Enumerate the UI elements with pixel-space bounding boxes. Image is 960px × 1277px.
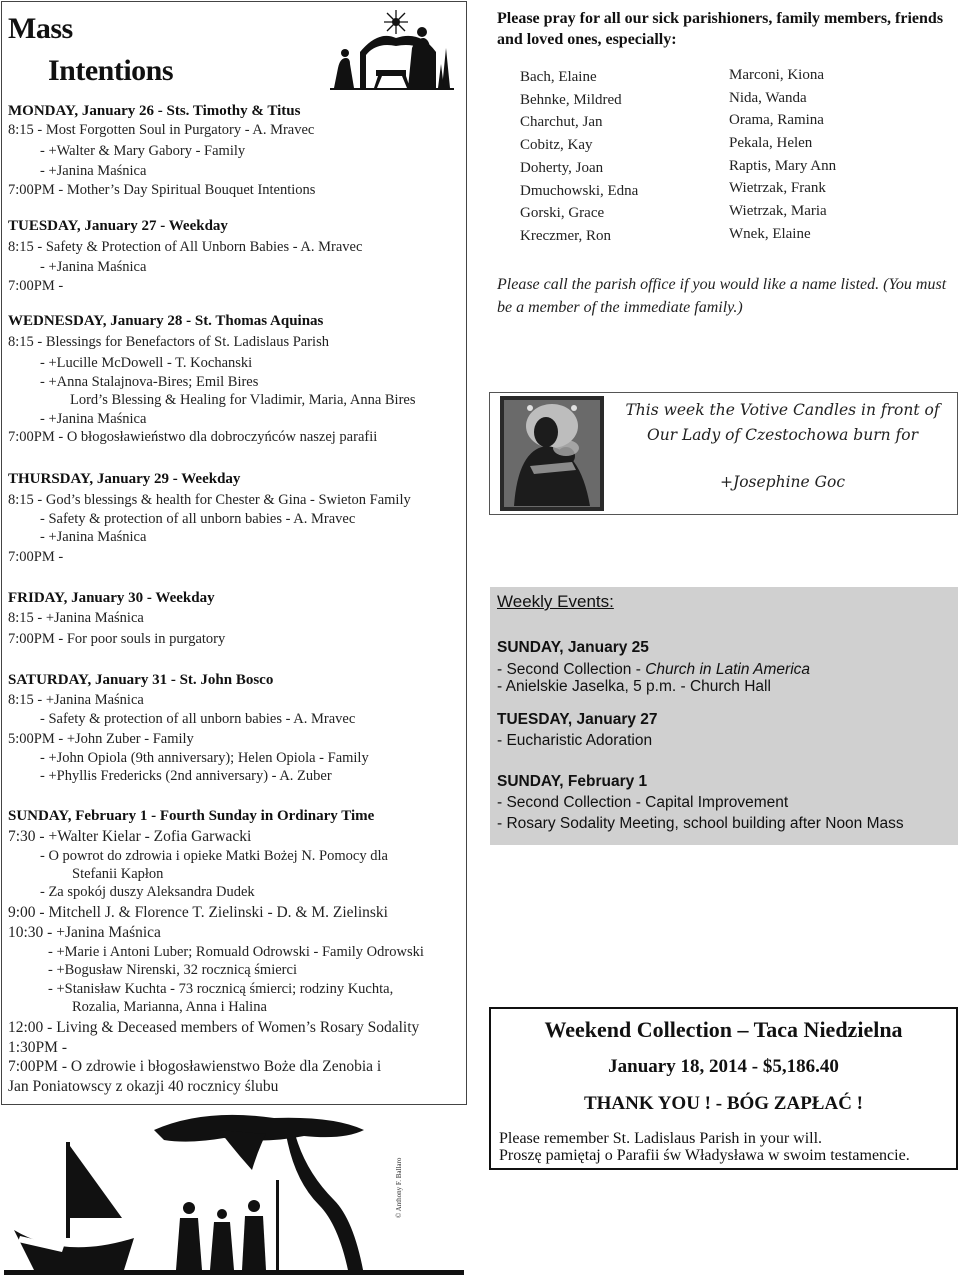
prayer-name: Kreczmer, Ron bbox=[520, 228, 612, 244]
event-item: - Anielskie Jaselka, 5 p.m. - Church Hall bbox=[497, 678, 771, 695]
mass-line: 8:15 - God’s blessings & health for Chester & Gina - Swieton Family bbox=[8, 492, 411, 508]
collection-thanks: THANK YOU ! - BÓG ZAPŁAĆ ! bbox=[583, 1093, 864, 1114]
mass-line: - +Stanisław Kuchta - 73 rocznicą śmierci; rodziny Kuchta, bbox=[48, 981, 394, 997]
event-heading: SUNDAY, January 25 bbox=[497, 639, 649, 656]
mass-line: 8:15 - Most Forgotten Soul in Purgatory - A. Mravec bbox=[8, 122, 315, 138]
weekly-events-box bbox=[490, 587, 958, 845]
collection-title: Weekend Collection – Taca Niedzielna bbox=[544, 1017, 903, 1042]
mass-line: - +Bogusław Nirenski, 32 rocznicą śmierci bbox=[48, 962, 297, 978]
event-item: - Rosary Sodality Meeting, school building after Noon Mass bbox=[497, 815, 904, 832]
mass-line: - +Janina Maśnica bbox=[40, 163, 147, 179]
mass-line: - O powrot do zdrowia i opieke Matki Bożej N. Pomocy dla bbox=[40, 848, 388, 864]
prayer-name: Orama, Ramina bbox=[729, 112, 824, 128]
event-item-text: - Second Collection - Church in Latin America bbox=[497, 661, 811, 678]
mass-line: Rozalia, Marianna, Anna i Halina bbox=[72, 999, 267, 1015]
mass-line: - Safety & protection of all unborn babies - A. Mravec bbox=[40, 711, 356, 727]
mass-line: - +Lucille McDowell - T. Kochanski bbox=[40, 355, 253, 371]
prayer-name: Bach, Elaine bbox=[520, 69, 597, 85]
mass-line: - +John Opiola (9th anniversary); Helen Opiola - Family bbox=[40, 750, 369, 766]
mass-line: 10:30 - +Janina Maśnica bbox=[8, 924, 161, 941]
event-heading: TUESDAY, January 27 bbox=[497, 711, 658, 728]
prayer-list-title: Please pray for all our sick parishioners, family members, friends and loved ones, especially: bbox=[497, 10, 944, 48]
votive-line3: +Josephine Goc bbox=[720, 473, 845, 491]
collection-remember-en: Please remember St. Ladislaus Parish in your will. bbox=[499, 1130, 823, 1147]
mass-line: 7:00PM - Mother’s Day Spiritual Bouquet Intentions bbox=[8, 182, 316, 198]
collection-remember-pl: Proszę pamiętaj o Parafii św Władysława w swoim testamencie. bbox=[499, 1147, 910, 1164]
mass-line: 9:00 - Mitchell J. & Florence T. Zielinski - D. & M. Zielinski bbox=[8, 904, 388, 921]
mass-line: 7:00PM - O błogosławieństwo dla dobroczyńców naszej parafii bbox=[8, 429, 378, 445]
mass-line: 7:00PM - bbox=[8, 549, 64, 565]
prayer-name: Cobitz, Kay bbox=[520, 137, 593, 153]
event-heading: SUNDAY, February 1 bbox=[497, 773, 648, 790]
mass-title-line1: Mass bbox=[8, 12, 73, 45]
mass-line: 7:00PM - bbox=[8, 278, 64, 294]
event-item: - Second Collection - Capital Improvement bbox=[497, 794, 789, 811]
mass-line: 8:15 - +Janina Maśnica bbox=[8, 692, 144, 708]
mass-title-line2: Intentions bbox=[48, 54, 174, 87]
mass-line: 1:30PM - bbox=[8, 1039, 67, 1056]
event-item: - Eucharistic Adoration bbox=[497, 732, 653, 749]
mass-line-tue-heading: TUESDAY, January 27 - Weekday bbox=[8, 218, 228, 234]
mass-line: - +Janina Maśnica bbox=[40, 259, 147, 275]
weekend-collection-box bbox=[489, 1007, 958, 1170]
mass-line: - +Janina Maśnica bbox=[40, 529, 147, 545]
prayer-name: Nida, Wanda bbox=[729, 90, 807, 106]
prayer-name: Wnek, Elaine bbox=[729, 226, 811, 242]
prayer-name: Marconi, Kiona bbox=[729, 67, 824, 83]
mass-line: - Safety & protection of all unborn babies - A. Mravec bbox=[40, 511, 356, 527]
mass-line: Jan Poniatowscy z okazji 40 rocznicy ślubu bbox=[8, 1078, 279, 1095]
prayer-name: Dmuchowski, Edna bbox=[520, 183, 639, 199]
prayer-name: Wietrzak, Maria bbox=[729, 203, 827, 219]
mass-line: - +Walter & Mary Gabory - Family bbox=[40, 143, 246, 159]
mass-line: 8:15 - Safety & Protection of All Unborn Babies - A. Mravec bbox=[8, 239, 363, 255]
mass-line: - Za spokój duszy Aleksandra Dudek bbox=[40, 884, 255, 900]
mass-line: Stefanii Kapłon bbox=[72, 866, 164, 882]
mass-line: 5:00PM - +John Zuber - Family bbox=[8, 731, 194, 747]
votive-candles-box bbox=[489, 392, 958, 515]
mass-line: - +Anna Stalajnova-Bires; Emil Bires bbox=[40, 374, 259, 390]
mass-line: - +Phyllis Fredericks (2nd anniversary) - A. Zuber bbox=[40, 768, 332, 784]
mass-line-wed-heading: WEDNESDAY, January 28 - St. Thomas Aquinas bbox=[8, 313, 324, 329]
mass-line: Lord’s Blessing & Healing for Vladimir, Maria, Anna Bires bbox=[70, 392, 416, 408]
mass-line-fri-heading: FRIDAY, January 30 - Weekday bbox=[8, 590, 215, 606]
prayer-name: Doherty, Joan bbox=[520, 160, 604, 176]
prayer-name: Behnke, Mildred bbox=[520, 92, 622, 108]
collection-amount: January 18, 2014 - $5,186.40 bbox=[608, 1056, 839, 1077]
our-lady-czestochowa-icon bbox=[500, 396, 604, 511]
mass-line-mon-heading: MONDAY, January 26 - Sts. Timothy & Titus bbox=[8, 103, 301, 119]
mass-line-sun-heading: SUNDAY, February 1 - Fourth Sunday in Ordinary Time bbox=[8, 808, 375, 824]
mass-line: - +Marie i Antoni Luber; Romuald Odrowski - Family Odrowski bbox=[48, 944, 424, 960]
prayer-name: Charchut, Jan bbox=[520, 114, 603, 130]
mass-line: 12:00 - Living & Deceased members of Women’s Rosary Sodality bbox=[8, 1019, 420, 1036]
votive-line1: This week the Votive Candles in front of bbox=[625, 401, 940, 419]
mass-line: 7:00PM - O zdrowie i błogosławienstwo Boże dla Zenobia i bbox=[8, 1058, 382, 1075]
prayer-name: Pekala, Helen bbox=[729, 135, 813, 151]
mass-line: 8:15 - Blessings for Benefactors of St. Ladislaus Parish bbox=[8, 334, 329, 350]
mass-line: - +Janina Maśnica bbox=[40, 411, 147, 427]
mass-line: 8:15 - +Janina Maśnica bbox=[8, 610, 144, 626]
prayer-name: Gorski, Grace bbox=[520, 205, 605, 221]
mass-line: 7:00PM - For poor souls in purgatory bbox=[8, 631, 226, 647]
prayer-name: Raptis, Mary Ann bbox=[729, 158, 837, 174]
mass-line-sat-heading: SATURDAY, January 31 - St. John Bosco bbox=[8, 672, 274, 688]
mass-line: 7:30 - +Walter Kielar - Zofia Garwacki bbox=[8, 828, 252, 845]
mass-line-thu-heading: THURSDAY, January 29 - Weekday bbox=[8, 471, 241, 487]
art-signature: © Anthony F. Ballaro bbox=[395, 1157, 403, 1218]
prayer-list-note: Please call the parish office if you would like a name listed. (You must be a member of the immediate family.) bbox=[497, 276, 947, 316]
votive-line2: Our Lady of Czestochowa burn for bbox=[646, 426, 918, 444]
event-item bbox=[497, 661, 810, 679]
weekly-events-title: Weekly Events: bbox=[497, 592, 614, 611]
prayer-name: Wietrzak, Frank bbox=[729, 180, 826, 196]
nativity-illustration bbox=[330, 8, 454, 90]
